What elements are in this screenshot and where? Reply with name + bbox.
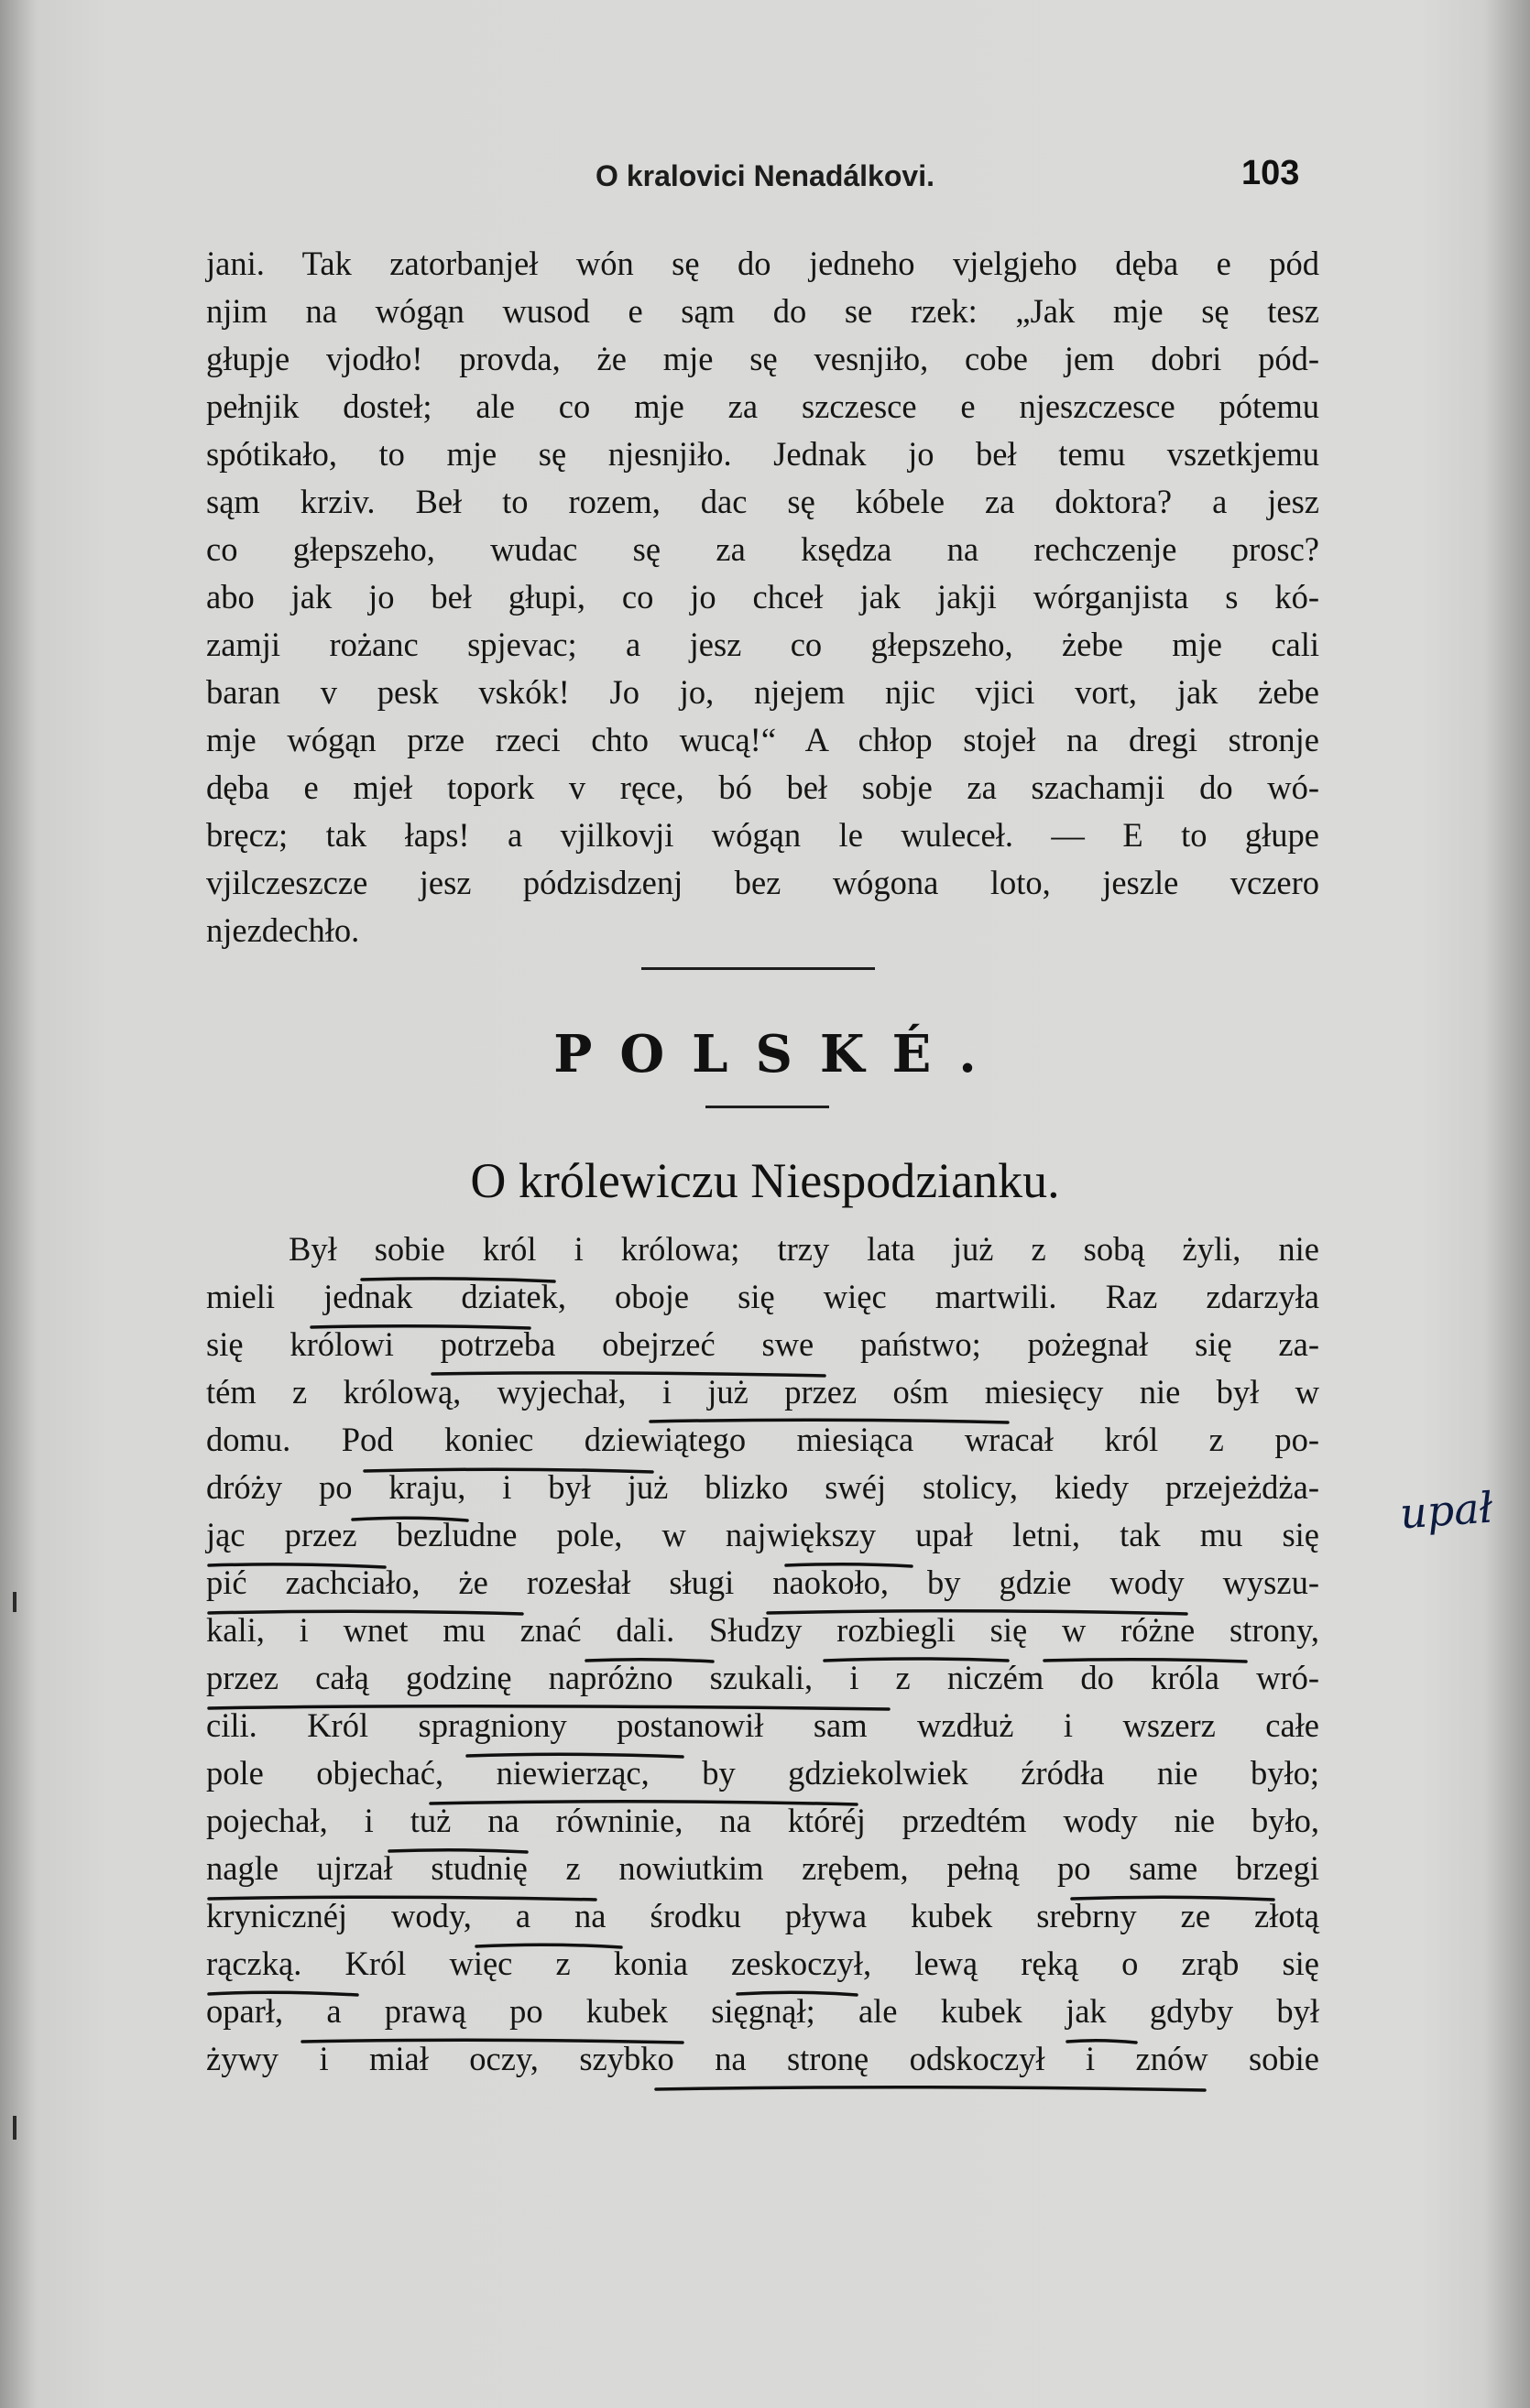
section-divider (641, 967, 875, 970)
running-head: O kralovici Nenadálkovi. (596, 159, 934, 192)
text-line: żywy i miał oczy, szybko na stronę odskoczył i znów sobie (206, 2040, 1319, 2077)
page-header (0, 154, 1530, 200)
text-line: mje wógąn prze rzeci chto wucą!“ A chłop stojeł na dregi stronje (206, 721, 1319, 758)
text-line: się królowi potrzeba obejrzeć swe państwo; pożegnał się za- (206, 1325, 1319, 1363)
title-divider (705, 1106, 829, 1108)
text-line: tém z królową, wyjechał, i już przez ośm miesięcy nie był w (206, 1373, 1319, 1411)
text-line: jąc przez bezludne pole, w największy upał letni, tak mu się (206, 1516, 1319, 1553)
text-line: Był sobie król i królowa; trzy lata już z sobą żyli, nie (289, 1230, 1319, 1268)
text-line: spótikało, to mje sę njesnjiło. Jednak jo beł temu vszetkjemu (206, 435, 1319, 473)
text-line: kali, i wnet mu znać dali. Słudzy rozbiegli się w różne strony, (206, 1611, 1319, 1649)
text-line: co głepszeho, wudac sę za ksędza na rechczenje prosc? (206, 530, 1319, 568)
text-line: njim na wógąn wusod e sąm do se rzek: „Jak mje sę tesz (206, 292, 1319, 330)
text-line: abo jak jo beł głupi, co jo chceł jak jakji wórganjista s kó- (206, 578, 1319, 616)
text-line: domu. Pod koniec dziewiątego miesiąca wracał król z po- (206, 1421, 1319, 1458)
text-line: njezdechło. (206, 911, 360, 949)
text-line: nagle ujrzał studnię z nowiutkim zrębem, pełną po same brzegi (206, 1849, 1319, 1887)
margin-mark (13, 2116, 16, 2140)
text-line: pełnjik dosteł; ale co mje za szczesce e njeszczesce pótemu (206, 387, 1319, 425)
text-line: mieli jednak dziatek, oboje się więc martwili. Raz zdarzyła (206, 1278, 1319, 1315)
text-line: vjilczeszcze jesz pódzisdzenj bez wógona loto, jeszle vczero (206, 864, 1319, 901)
text-line: dęba e mjeł topork v ręce, bó beł sobje za szachamji do wó- (206, 768, 1319, 806)
text-line: cili. Król spragniony postanowił sam wzdłuż i wszerz całe (206, 1706, 1319, 1744)
text-line: sąm krziv. Beł to rozem, dac sę kóbele za doktora? a jesz (206, 483, 1319, 520)
text-line: pole objechać, niewierząc, by gdziekolwiek źródła nie było; (206, 1754, 1319, 1792)
text-line: krynicznéj wody, a na środku pływa kubek srebrny ze złotą (206, 1897, 1319, 1934)
handwritten-margin-note: upał (1398, 1482, 1495, 1539)
text-line: przez całą godzinę napróżno szukali, i z niczém do króla wró- (206, 1659, 1319, 1696)
text-line: bręcz; tak łaps! a vjilkovji wógąn le wuleceł. — E to głupe (206, 816, 1319, 854)
page-number: 103 (1241, 154, 1300, 192)
story-title: O królewiczu Niespodzianku. (470, 1153, 1060, 1208)
paragraph-kashubian (206, 240, 1319, 954)
text-line: baran v pesk vskók! Jo jo, njejem njic vjici vort, jak żebe (206, 673, 1319, 711)
text-line: pić zachciało, że rozesłał sługi naokoło, by gdzie wody wyszu- (206, 1564, 1319, 1601)
text-line: pojechał, i tuż na równinie, na któréj przedtém wody nie było, (206, 1802, 1319, 1839)
text-line: dróży po kraju, i był już blizko swéj stolicy, kiedy przejeżdża- (206, 1468, 1319, 1506)
text-line: zamji rożanc spjevac; a jesz co głepszeho, żebe mje cali (206, 626, 1319, 663)
text-line: oparł, a prawą po kubek sięgnął; ale kubek jak gdyby był (206, 1992, 1319, 2030)
text-line: rączką. Król więc z konia zeskoczył, lewą ręką o zrąb się (206, 1945, 1319, 1982)
text-line: głupje vjodło! provda, że mje sę vesnjiło, cobe jem dobri pód- (206, 340, 1319, 377)
margin-mark (13, 1592, 16, 1612)
pen-underline (656, 2087, 1205, 2090)
paragraph-polish (206, 1226, 1319, 2083)
section-title: POLSKÉ. (553, 1024, 1004, 1084)
text-line: jani. Tak zatorbanjeł wón sę do jedneho vjelgjeho dęba e pód (206, 245, 1319, 282)
